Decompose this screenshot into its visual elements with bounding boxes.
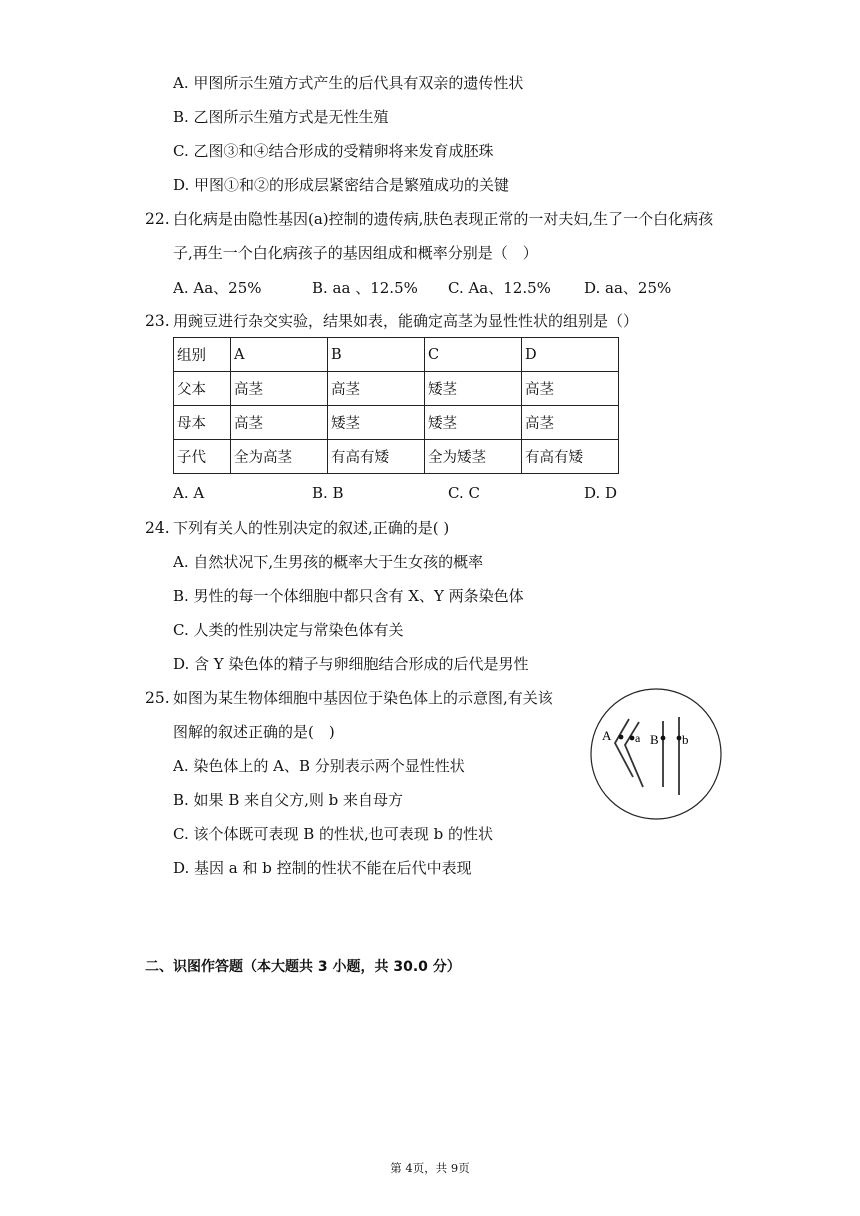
table-cell: 高茎 xyxy=(522,406,619,440)
q23-option-a: A. A xyxy=(173,484,205,502)
q23-option-d: D. D xyxy=(584,484,618,502)
table-cell: 高茎 xyxy=(328,372,425,406)
cross-experiment-table xyxy=(173,337,619,474)
table-cell: D xyxy=(522,338,619,372)
gene-label-B: B xyxy=(650,732,659,747)
q22-option-d: D. aa、25% xyxy=(584,279,672,297)
q25-stem-line2: 图解的叙述正确的是( ) xyxy=(173,723,335,741)
page-number: 第 4页，共 9页 xyxy=(390,1161,470,1175)
q21-option-d: D. 甲图①和②的形成层紧密结合是繁殖成功的关键 xyxy=(173,176,510,194)
q24-stem: 下列有关人的性别决定的叙述,正确的是( ) xyxy=(173,519,450,537)
gene-locus-B xyxy=(661,736,666,741)
q22-options xyxy=(173,277,673,297)
q25-option-d: D. 基因 a 和 b 控制的性状不能在后代中表现 xyxy=(173,859,472,877)
q24-option-d: D. 含 Y 染色体的精子与卵细胞结合形成的后代是男性 xyxy=(173,655,529,673)
table-cell: 高茎 xyxy=(231,406,328,440)
table-cell: 全为高茎 xyxy=(231,440,328,474)
q24-option-a: A. 自然状况下,生男孩的概率大于生女孩的概率 xyxy=(173,553,484,571)
q23-number: 23. xyxy=(145,312,170,330)
table-cell: 父本 xyxy=(174,372,231,406)
gene-label-b: b xyxy=(682,732,689,747)
q22-option-a: A. Aa、25% xyxy=(173,279,262,297)
table-row xyxy=(174,372,619,406)
chromosome-left-1 xyxy=(615,719,633,777)
chromosome-diagram xyxy=(589,687,723,821)
table-cell: 母本 xyxy=(174,406,231,440)
gene-locus-a xyxy=(630,736,635,741)
table-cell: 子代 xyxy=(174,440,231,474)
table-cell: 高茎 xyxy=(522,372,619,406)
q22-option-b: B. aa 、12.5% xyxy=(312,279,418,297)
section-heading: 二、识图作答题（本大题共 3 小题，共 30.0 分） xyxy=(145,959,461,975)
q25-option-c: C. 该个体既可表现 B 的性状,也可表现 b 的性状 xyxy=(173,825,493,843)
table-cell: 全为矮茎 xyxy=(425,440,522,474)
gene-label-A: A xyxy=(602,728,612,743)
q22-number: 22. xyxy=(145,210,170,228)
q22-stem-line1: 白化病是由隐性基因(a)控制的遗传病,肤色表现正常的一对夫妇,生了一个白化病孩 xyxy=(173,210,714,228)
q21-option-a: A. 甲图所示生殖方式产生的后代具有双亲的遗传性状 xyxy=(173,74,524,92)
table-cell: 矮茎 xyxy=(425,406,522,440)
table-cell: 矮茎 xyxy=(425,372,522,406)
q21-option-b: B. 乙图所示生殖方式是无性生殖 xyxy=(173,108,389,126)
table-row xyxy=(174,406,619,440)
q25-option-b: B. 如果 B 来自父方,则 b 来自母方 xyxy=(173,791,404,809)
q22-option-c: C. Aa、12.5% xyxy=(448,279,551,297)
cell-outline xyxy=(591,689,721,819)
table-cell: 高茎 xyxy=(231,372,328,406)
q22-stem-line2: 子,再生一个白化病孩子的基因组成和概率分别是（ ） xyxy=(173,244,538,262)
q23-option-c: C. C xyxy=(448,484,480,502)
q25-stem-line1: 如图为某生物体细胞中基因位于染色体上的示意图,有关该 xyxy=(173,689,553,707)
gene-locus-A xyxy=(619,735,624,740)
q23-stem: 用豌豆进行杂交实验，结果如表，能确定高茎为显性性状的组别是（） xyxy=(173,312,639,330)
q25-option-a: A. 染色体上的 A、B 分别表示两个显性性状 xyxy=(173,757,465,775)
table-cell: C xyxy=(425,338,522,372)
table-cell: 组别 xyxy=(174,338,231,372)
table-cell: 有高有矮 xyxy=(522,440,619,474)
q24-number: 24. xyxy=(145,519,170,537)
table-cell: B xyxy=(328,338,425,372)
table-header-row xyxy=(174,338,619,372)
q24-option-c: C. 人类的性别决定与常染色体有关 xyxy=(173,621,404,639)
table-cell: 有高有矮 xyxy=(328,440,425,474)
table-cell: A xyxy=(231,338,328,372)
q23-options xyxy=(173,484,673,504)
table-row xyxy=(174,440,619,474)
q24-option-b: B. 男性的每一个体细胞中都只含有 X、Y 两条染色体 xyxy=(173,587,524,605)
gene-label-a: a xyxy=(635,731,641,745)
q23-option-b: B. B xyxy=(312,484,344,502)
q25-number: 25. xyxy=(145,689,170,707)
q21-option-c: C. 乙图③和④结合形成的受精卵将来发育成胚珠 xyxy=(173,142,494,160)
table-cell: 矮茎 xyxy=(328,406,425,440)
gene-locus-b xyxy=(677,736,682,741)
